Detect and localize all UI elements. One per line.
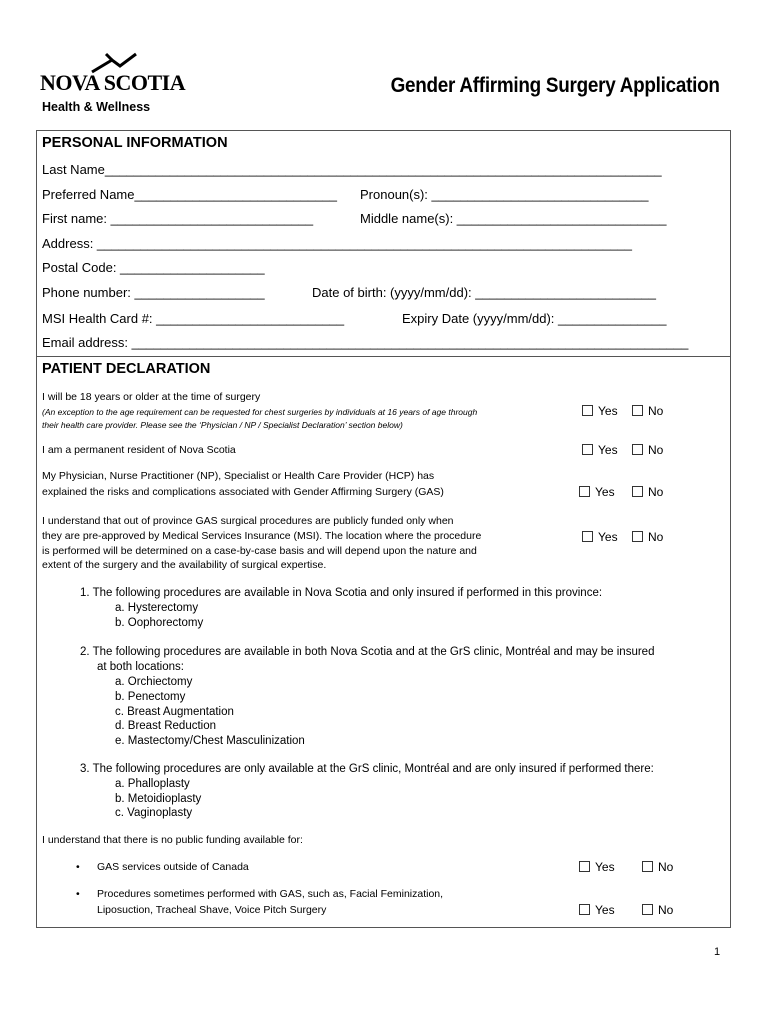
q3-text-line1: My Physician, Nurse Practitioner (NP), Specialist or Health Care Provider (HCP) has [42,470,435,482]
postal-code-field[interactable]: Postal Code: ____________________ [42,260,265,275]
q2-yes-option[interactable]: Yes [582,443,618,457]
q2-no-option[interactable]: No [632,443,663,457]
msi-card-field[interactable]: MSI Health Card #: __________________________ [42,311,345,326]
list-item: b. Oophorectomy [115,617,204,629]
q4-yes-option[interactable]: Yes [582,530,618,544]
dob-field[interactable]: Date of birth: (yyyy/mm/dd): _________________________ [312,285,657,300]
list-item: b. Penectomy [115,691,186,703]
list-item: c. Vaginoplasty [115,807,193,819]
page-title: Gender Affirming Surgery Application [390,74,720,97]
list-item: a. Orchiectomy [115,676,193,688]
checkbox-icon[interactable] [632,531,643,542]
list-item: a. Hysterectomy [115,602,199,614]
phone-field[interactable]: Phone number: __________________ [42,285,265,300]
q1-note-line1: (An exception to the age requirement can be requested for chest surgeries by individuals at 16 years of age through [42,407,478,417]
q2-text: I am a permanent resident of Nova Scotia [42,444,236,456]
no-funding-text: I understand that there is no public funding available for: [42,834,303,846]
b2-yes-option[interactable]: Yes [579,903,615,917]
bullet2-text-line2: Liposuction, Tracheal Shave, Voice Pitch Surgery [97,904,327,916]
list-item: c. Breast Augmentation [115,706,234,718]
list1-title: 1. The following procedures are available in Nova Scotia and only insured if performed in this province: [80,587,603,599]
bullet-icon: • [76,888,80,900]
checkbox-icon[interactable] [582,405,593,416]
first-name-field[interactable]: First name: ____________________________ [42,211,314,226]
list-item: b. Metoidioplasty [115,793,202,805]
b2-no-option[interactable]: No [642,903,673,917]
declaration-heading: PATIENT DECLARATION [42,361,211,377]
preferred-name-field[interactable]: Preferred Name____________________________ [42,187,337,202]
b1-no-option[interactable]: No [642,860,673,874]
bullet1-text: GAS services outside of Canada [97,861,249,873]
b1-yes-option[interactable]: Yes [579,860,615,874]
nova-scotia-logo [40,52,190,122]
checkbox-icon[interactable] [582,531,593,542]
logo-subtitle: Health & Wellness [42,100,151,114]
checkbox-icon[interactable] [582,444,593,455]
q3-text-line2: explained the risks and complications associated with Gender Affirming Surgery (GAS) [42,486,444,498]
personal-info-heading: PERSONAL INFORMATION [42,135,228,151]
q1-note-line2: their health care provider. Please see the ‘Physician / NP / Specialist Declaration’ section below) [42,420,403,430]
q4-no-option[interactable]: No [632,530,663,544]
list-item: a. Phalloplasty [115,778,190,790]
q3-yes-option[interactable]: Yes [579,485,615,499]
bullet2-text-line1: Procedures sometimes performed with GAS, such as, Facial Feminization, [97,888,444,900]
q4-text-line1: I understand that out of province GAS surgical procedures are publicly funded only when [42,515,454,527]
list2-title: 2. The following procedures are available in both Nova Scotia and at the GrS clinic, Montréal and may be insured [80,646,655,658]
list-item: e. Mastectomy/Chest Masculinization [115,735,305,747]
q1-yes-option[interactable]: Yes [582,404,618,418]
q4-text-line2: they are pre-approved by Medical Services Insurance (MSI). The location where the procedure [42,530,482,542]
checkbox-icon[interactable] [632,444,643,455]
checkbox-icon[interactable] [579,904,590,915]
q1-no-option[interactable]: No [632,404,663,418]
bullet-icon: • [76,861,80,873]
checkbox-icon[interactable] [579,486,590,497]
checkbox-icon[interactable] [642,904,653,915]
checkbox-icon[interactable] [632,486,643,497]
logo-text: NOVA SCOTIA [40,70,186,95]
list3-title: 3. The following procedures are only available at the GrS clinic, Montréal and are only insured if performed there: [80,763,654,775]
checkbox-icon[interactable] [579,861,590,872]
address-field[interactable]: Address: __________________________________________________________________________ [42,236,632,251]
q1-text: I will be 18 years or older at the time of surgery [42,391,261,403]
q3-no-option[interactable]: No [632,485,663,499]
pronouns-field[interactable]: Pronoun(s): ______________________________ [360,187,649,202]
list2-title-cont: at both locations: [97,661,184,673]
list-item: d. Breast Reduction [115,720,217,732]
q4-text-line3: is performed will be determined on a case-by-case basis and will depend upon the nature and [42,545,477,557]
expiry-date-field[interactable]: Expiry Date (yyyy/mm/dd): _______________ [402,311,667,326]
section-divider [36,356,731,357]
q4-text-line4: extent of the surgery and the availability of surgical expertise. [42,559,327,571]
checkbox-icon[interactable] [632,405,643,416]
middle-names-field[interactable]: Middle name(s): _____________________________ [360,211,667,226]
checkbox-icon[interactable] [642,861,653,872]
page-number: 1 [714,946,721,958]
email-field[interactable]: Email address: _____________________________________________________________________________ [42,335,689,350]
last-name-field[interactable]: Last Name_____________________________________________________________________________ [42,162,662,177]
